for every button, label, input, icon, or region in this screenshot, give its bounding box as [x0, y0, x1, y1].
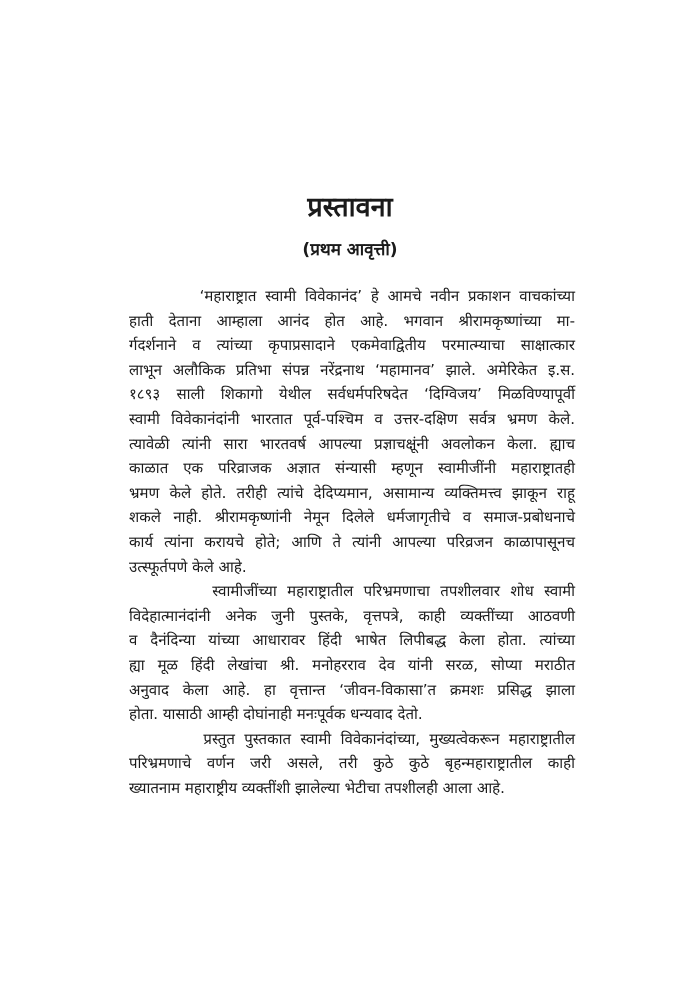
- paragraph: [129, 579, 575, 727]
- text-line: काळात एक परिव्राजक अज्ञात संन्यासी म्हणून स्वामीजींनी महाराष्ट्रातही: [129, 459, 575, 478]
- text-line: विदेहात्मानंदांनी अनेक जुनी पुस्तके, वृत्तपत्रे, काही व्यक्तींच्या आठवणी: [129, 606, 575, 625]
- text-line: स्वामी विवेकानंदांनी भारतात पूर्व-पश्चिम व उत्तर-दक्षिण सर्वत्र भ्रमण केले.: [129, 409, 575, 428]
- text-line: १८९३ साली शिकागो येथील सर्वधर्मपरिषदेत ‘दिग्विजय’ मिळविण्यापूर्वी: [129, 385, 575, 404]
- text-line: स्वामीजींच्या महाराष्ट्रातील परिभ्रमणाचा तपशीलवार शोध स्वामी: [129, 582, 575, 601]
- text-line: लाभून अलौकिक प्रतिभा संपन्न नरेंद्रनाथ ‘महामानव’ झाले. अमेरिकेत इ.स.: [129, 360, 575, 379]
- text-line: अनुवाद केला आहे. हा वृत्तान्त ‘जीवन-विकासा’त क्रमशः प्रसिद्ध झाला: [129, 680, 575, 699]
- paragraph: [129, 284, 575, 579]
- text-line: त्यावेळी त्यांनी सारा भारतवर्ष आपल्या प्रज्ञाचक्षूंनी अवलोकन केला. ह्याच: [129, 434, 575, 453]
- body-text: [129, 284, 575, 800]
- text-line: प्रस्तुत पुस्तकात स्वामी विवेकानंदांच्या, मुख्यत्वेकरून महाराष्ट्रातील: [129, 729, 575, 748]
- page-subtitle: (प्रथम आवृत्ती): [302, 240, 398, 260]
- text-line: भ्रमण केले होते. तरीही त्यांचे देदिप्यमान, असामान्य व्यक्तिमत्त्व झाकून राहू: [129, 483, 575, 502]
- page-title: प्रस्तावना: [307, 192, 393, 223]
- text-line: परिभ्रमणाचे वर्णन जरी असले, तरी कुठे कुठे बृहन्महाराष्ट्रातील काही: [129, 754, 575, 773]
- text-line: ह्या मूळ हिंदी लेखांचा श्री. मनोहरराव देव यांनी सरळ, सोप्या मराठीत: [129, 655, 575, 674]
- text-line: उत्स्फूर्तपणे केले आहे.: [129, 557, 247, 576]
- text-line: ‘महाराष्ट्रात स्वामी विवेकानंद’ हे आमचे नवीन प्रकाशन वाचकांच्या: [129, 287, 575, 305]
- text-line: होता. यासाठी आम्ही दोघांनाही मनःपूर्वक धन्यवाद देतो.: [129, 705, 423, 724]
- text-line: हाती देताना आम्हाला आनंद होत आहे. भगवान श्रीरामकृष्णांच्या मा-: [129, 311, 575, 330]
- text-line: र्गदर्शनाने व त्यांच्या कृपाप्रसादाने एकमेवाद्वितीय परमात्म्याचा साक्षात्कार: [129, 336, 575, 355]
- text-line: कार्य त्यांना करायचे होते; आणि ते त्यांनी आपल्या परिव्रजन काळापासूनच: [129, 532, 575, 551]
- text-line: व दैनंदिन्या यांच्या आधारावर हिंदी भाषेत लिपीबद्ध केला होता. त्यांच्या: [129, 631, 575, 650]
- text-line: ख्यातनाम महाराष्ट्रीय व्यक्तींशी झालेल्या भेटीचा तपशीलही आला आहे.: [129, 778, 505, 797]
- text-line: शकले नाही. श्रीरामकृष्णांनी नेमून दिलेले धर्मजागृतीचे व समाज-प्रबोधनाचे: [129, 508, 575, 527]
- paragraph: [129, 727, 575, 801]
